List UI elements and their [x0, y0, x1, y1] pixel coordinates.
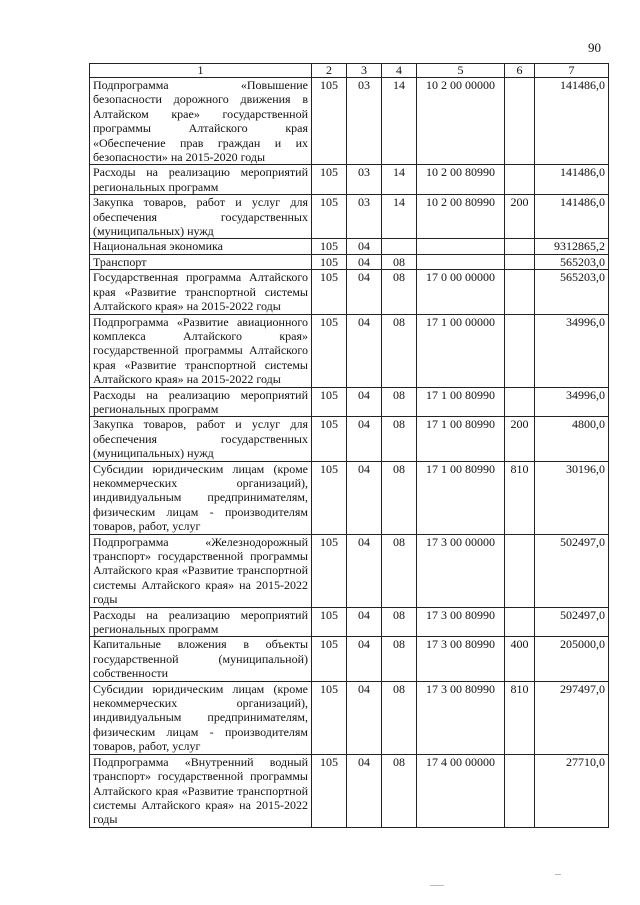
code-col6	[505, 254, 535, 269]
code-col5: 17 3 00 00000	[417, 534, 505, 607]
code-col2: 105	[312, 270, 347, 314]
code-col4: 14	[382, 195, 417, 239]
item-name: Субсидии юридическим лицам (кроме некоммерческих организаций), индивидуальным предпринимателям, физическим лицам - производителям товаров, работ, услуг	[90, 681, 312, 754]
item-name: Транспорт	[90, 254, 312, 269]
code-col4: 08	[382, 314, 417, 387]
code-col3: 04	[347, 270, 382, 314]
item-name: Подпрограмма «Развитие авиационного комплекса Алтайского края» государственной программы Алтайского края «Развитие транспортной системы Алтайского края» на 2015-2022 годы	[90, 314, 312, 387]
code-col3: 04	[347, 461, 382, 534]
code-col5: 17 3 00 80990	[417, 607, 505, 637]
code-col3: 03	[347, 195, 382, 239]
scan-mark	[555, 874, 561, 875]
item-name: Национальная экономика	[90, 239, 312, 254]
table-row	[90, 254, 609, 269]
amount: 502497,0	[535, 534, 609, 607]
code-col5: 17 1 00 80990	[417, 387, 505, 417]
code-col6	[505, 387, 535, 417]
code-col4: 08	[382, 754, 417, 827]
column-header: 5	[417, 64, 505, 78]
column-header: 6	[505, 64, 535, 78]
amount: 34996,0	[535, 387, 609, 417]
code-col5: 17 3 00 80990	[417, 681, 505, 754]
table-row	[90, 165, 609, 195]
code-col5: 17 3 00 80990	[417, 637, 505, 681]
code-col6	[505, 534, 535, 607]
code-col2: 105	[312, 681, 347, 754]
code-col2: 105	[312, 78, 347, 165]
table-row	[90, 681, 609, 754]
code-col4: 14	[382, 78, 417, 165]
code-col2: 105	[312, 754, 347, 827]
code-col5: 17 0 00 00000	[417, 270, 505, 314]
amount: 4800,0	[535, 417, 609, 461]
code-col2: 105	[312, 387, 347, 417]
code-col5: 10 2 00 00000	[417, 78, 505, 165]
table-row	[90, 754, 609, 827]
code-col6: 400	[505, 637, 535, 681]
column-header: 3	[347, 64, 382, 78]
code-col4: 08	[382, 254, 417, 269]
code-col3: 04	[347, 534, 382, 607]
code-col3: 04	[347, 314, 382, 387]
code-col2: 105	[312, 239, 347, 254]
code-col2: 105	[312, 417, 347, 461]
table-row	[90, 607, 609, 637]
table-row	[90, 239, 609, 254]
code-col3: 03	[347, 78, 382, 165]
amount: 297497,0	[535, 681, 609, 754]
code-col2: 105	[312, 314, 347, 387]
code-col6	[505, 270, 535, 314]
item-name: Закупка товаров, работ и услуг для обеспечения государственных (муниципальных) нужд	[90, 417, 312, 461]
amount: 565203,0	[535, 254, 609, 269]
code-col6	[505, 165, 535, 195]
table-row	[90, 461, 609, 534]
code-col2: 105	[312, 254, 347, 269]
scan-mark	[430, 885, 444, 886]
column-header: 1	[90, 64, 312, 78]
code-col4: 08	[382, 637, 417, 681]
item-name: Подпрограмма «Внутренний водный транспорт» государственной программы Алтайского края «Развитие транспортной системы Алтайского края» на 2015-2022 годы	[90, 754, 312, 827]
code-col4	[382, 239, 417, 254]
code-col4: 08	[382, 681, 417, 754]
item-name: Капитальные вложения в объекты государственной (муниципальной) собственности	[90, 637, 312, 681]
code-col3: 04	[347, 417, 382, 461]
column-header: 2	[312, 64, 347, 78]
column-header: 7	[535, 64, 609, 78]
code-col4: 08	[382, 387, 417, 417]
item-name: Субсидии юридическим лицам (кроме некоммерческих организаций), индивидуальным предпринимателям, физическим лицам - производителям товаров, работ, услуг	[90, 461, 312, 534]
code-col6	[505, 754, 535, 827]
code-col4: 08	[382, 270, 417, 314]
amount: 27710,0	[535, 754, 609, 827]
code-col2: 105	[312, 461, 347, 534]
code-col4: 08	[382, 607, 417, 637]
code-col6: 200	[505, 195, 535, 239]
amount: 141486,0	[535, 165, 609, 195]
code-col6	[505, 314, 535, 387]
code-col3: 04	[347, 754, 382, 827]
code-col6	[505, 239, 535, 254]
amount: 9312865,2	[535, 239, 609, 254]
table-row	[90, 387, 609, 417]
code-col3: 04	[347, 681, 382, 754]
code-col3: 04	[347, 387, 382, 417]
page-number: 90	[588, 40, 601, 55]
code-col5	[417, 239, 505, 254]
item-name: Расходы на реализацию мероприятий региональных программ	[90, 165, 312, 195]
code-col4: 08	[382, 461, 417, 534]
table-row	[90, 534, 609, 607]
item-name: Расходы на реализацию мероприятий региональных программ	[90, 387, 312, 417]
code-col4: 08	[382, 417, 417, 461]
code-col6: 810	[505, 461, 535, 534]
amount: 502497,0	[535, 607, 609, 637]
item-name: Подпрограмма «Повышение безопасности дорожного движения в Алтайском крае» государственной программы Алтайского края «Обеспечение прав граждан и их безопасности» на 2015-2020 годы	[90, 78, 312, 165]
code-col3: 04	[347, 637, 382, 681]
code-col5: 10 2 00 80990	[417, 195, 505, 239]
table-row	[90, 78, 609, 165]
code-col3: 04	[347, 254, 382, 269]
item-name: Закупка товаров, работ и услуг для обеспечения государственных (муниципальных) нужд	[90, 195, 312, 239]
table-header-row	[90, 64, 609, 78]
amount: 205000,0	[535, 637, 609, 681]
code-col4: 08	[382, 534, 417, 607]
code-col5: 17 1 00 80990	[417, 417, 505, 461]
item-name: Подпрограмма «Железнодорожный транспорт» государственной программы Алтайского края «Развитие транспортной системы Алтайского края» на 2015-2022 годы	[90, 534, 312, 607]
code-col5: 17 4 00 00000	[417, 754, 505, 827]
item-name: Расходы на реализацию мероприятий региональных программ	[90, 607, 312, 637]
amount: 141486,0	[535, 195, 609, 239]
code-col2: 105	[312, 165, 347, 195]
table-row	[90, 195, 609, 239]
code-col6	[505, 78, 535, 165]
code-col5: 17 1 00 80990	[417, 461, 505, 534]
code-col3: 03	[347, 165, 382, 195]
code-col6: 810	[505, 681, 535, 754]
code-col4: 14	[382, 165, 417, 195]
code-col2: 105	[312, 195, 347, 239]
amount: 34996,0	[535, 314, 609, 387]
code-col5	[417, 254, 505, 269]
table-row	[90, 637, 609, 681]
amount: 565203,0	[535, 270, 609, 314]
code-col2: 105	[312, 637, 347, 681]
amount: 30196,0	[535, 461, 609, 534]
code-col3: 04	[347, 607, 382, 637]
column-header: 4	[382, 64, 417, 78]
item-name: Государственная программа Алтайского края «Развитие транспортной системы Алтайского края» на 2015-2022 годы	[90, 270, 312, 314]
amount: 141486,0	[535, 78, 609, 165]
budget-table	[89, 63, 609, 828]
code-col2: 105	[312, 607, 347, 637]
code-col6: 200	[505, 417, 535, 461]
table-row	[90, 417, 609, 461]
table-row	[90, 270, 609, 314]
table-row	[90, 314, 609, 387]
code-col6	[505, 607, 535, 637]
code-col5: 17 1 00 00000	[417, 314, 505, 387]
code-col3: 04	[347, 239, 382, 254]
code-col2: 105	[312, 534, 347, 607]
code-col5: 10 2 00 80990	[417, 165, 505, 195]
